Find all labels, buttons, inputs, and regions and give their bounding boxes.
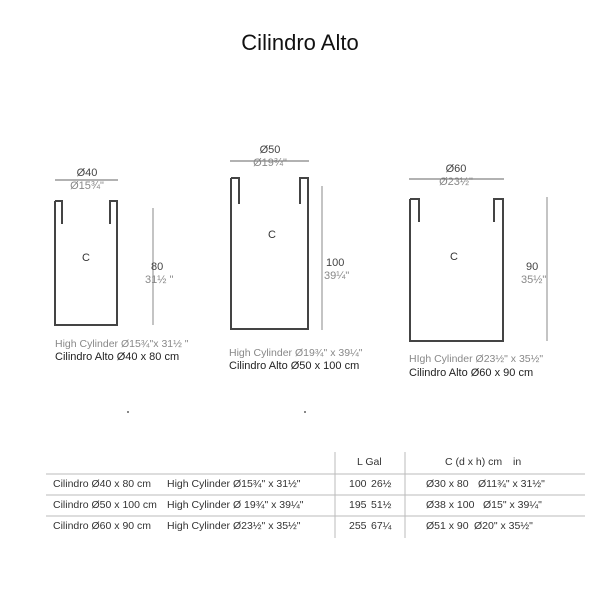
cylinder-2-diameter: Ø50 <box>259 144 281 156</box>
cylinder-3-outline <box>410 199 503 341</box>
cylinder-2-caption-es: Cilindro Alto Ø50 x 100 cm <box>229 360 360 372</box>
table-row-3-liters: 255 <box>349 520 367 532</box>
table-header-container: C (d x h) cm <box>445 456 503 468</box>
cylinder-3-inner-label: C <box>450 251 458 263</box>
table-row-3-name-es: Cilindro Ø60 x 90 cm <box>53 520 152 532</box>
table-row-2-name-en: High Cylinder Ø 19¾" x 39¼" <box>167 499 304 511</box>
table-row-3-c-in: Ø20" x 35½" <box>474 520 533 532</box>
table-row-1-liters: 100 <box>349 478 367 490</box>
table-row-1-c-cm: Ø30 x 80 <box>426 478 469 490</box>
cylinder-3-caption-es: Cilindro Alto Ø60 x 90 cm <box>409 367 534 379</box>
table-header-container-unit: in <box>513 456 522 468</box>
table-header-volume: L Gal <box>357 456 382 468</box>
cylinder-3-height: 90 <box>526 261 539 273</box>
cylinder-1-diameter-in: Ø15¾" <box>70 180 104 192</box>
cylinder-2-outline <box>231 178 308 329</box>
table-row-1-c-in: Ø11¾" x 31½" <box>478 478 545 490</box>
table-row-3-c-cm: Ø51 x 90 <box>426 520 469 532</box>
table-row-3-name-en: High Cylinder Ø23½" x 35½" <box>167 520 301 532</box>
cylinder-3-height-in: 35½" <box>521 274 547 286</box>
cylinder-1-caption-es: Cilindro Alto Ø40 x 80 cm <box>55 351 180 363</box>
page-title: Cilindro Alto <box>241 30 359 55</box>
table-row-2-c-cm: Ø38 x 100 <box>426 499 475 511</box>
dot-mark <box>127 411 129 413</box>
cylinder-2-height: 100 <box>326 257 345 269</box>
dot-mark <box>304 411 306 413</box>
table-row-1-name-es: Cilindro Ø40 x 80 cm <box>53 478 152 490</box>
cylinder-1-diameter: Ø40 <box>76 167 98 179</box>
cylinder-1-height-in: 31½ " <box>145 274 174 286</box>
cylinder-1-inner-label: C <box>82 252 90 264</box>
table-row-1-gallons: 26½ <box>371 478 392 490</box>
cylinder-3-caption-en: HIgh Cylinder Ø23½" x 35½" <box>409 353 544 365</box>
table-row-2-name-es: Cilindro Ø50 x 100 cm <box>53 499 157 511</box>
table-row-2-gallons: 51½ <box>371 499 392 511</box>
cylinder-3-diameter: Ø60 <box>445 163 467 175</box>
cylinder-2-caption-en: High Cylinder Ø19¾" x 39¼" <box>229 347 363 359</box>
cylinder-2-height-in: 39¼" <box>324 270 350 282</box>
table-row-2-c-in: Ø15" x 39¼" <box>483 499 542 511</box>
table-row-2-liters: 195 <box>349 499 367 511</box>
table-row-1-name-en: High Cylinder Ø15¾" x 31½" <box>167 478 301 490</box>
cylinder-3-diameter-in: Ø23½" <box>439 176 473 188</box>
cylinder-1-height: 80 <box>151 261 164 273</box>
table-row-3-gallons: 67¼ <box>371 520 392 532</box>
cylinder-1-caption-en: High Cylinder Ø15¾"x 31½ " <box>55 338 189 350</box>
cylinder-2-diameter-in: Ø19¾" <box>253 157 287 169</box>
cylinder-2-inner-label: C <box>268 229 276 241</box>
